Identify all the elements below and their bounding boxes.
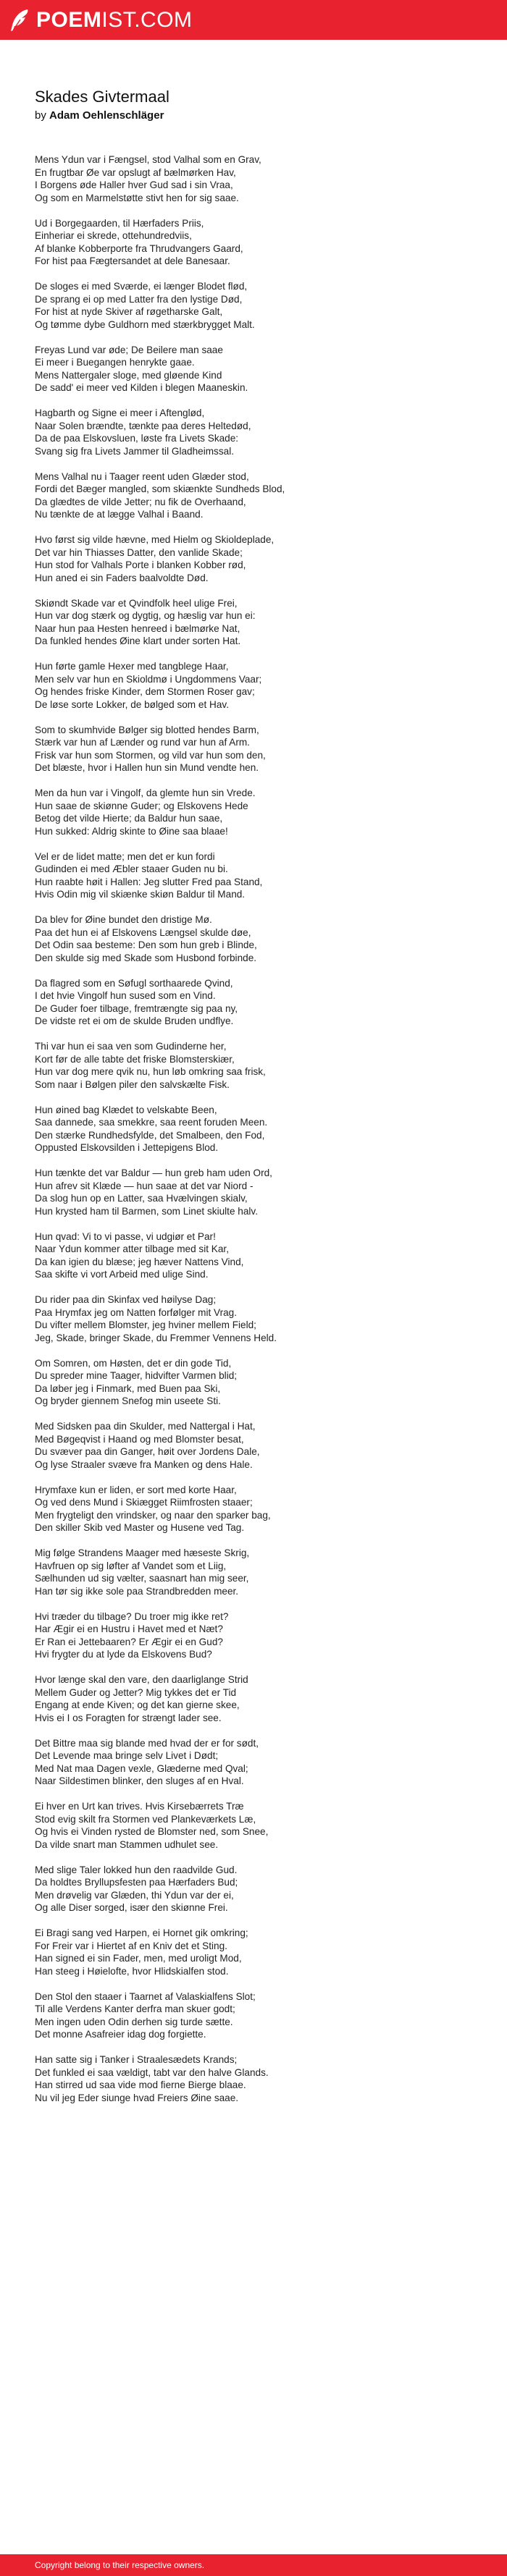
byline-prefix: by (35, 109, 46, 122)
poem-line: Det Odin saa besteme: Den som hun greb i Blinde, (35, 939, 257, 950)
poem-line: Svang sig fra Livets Jammer til Gladheimssal. (35, 445, 234, 457)
poem-line: Den stærke Rundhedsfylde, det Smalbeen, den Fod, (35, 1129, 265, 1141)
poem-stanza (35, 1230, 472, 1281)
poem-line: Er Ran ei Jettebaaren? Er Ægir ei en Gud? (35, 1636, 223, 1647)
poem-line: Den Stol den staaer i Taarnet af Valaskialfens Slot; (35, 1990, 256, 2002)
poem-line: Thi var hun ei saa ven som Gudinderne her, (35, 1041, 227, 1052)
poem-line: Og tømme dybe Guldhorn med stærkbrygget Malt. (35, 318, 255, 330)
poem-stanza (35, 1927, 472, 1977)
poem-line: Med Bøgeqvist i Haand og med Blomster besat, (35, 1433, 244, 1445)
poem-line: Med Sidsken paa din Skulder, med Nattergal i Hat, (35, 1421, 256, 1432)
feather-quill-icon (6, 7, 33, 34)
poem-line: Du vifter mellem Blomster, jeg hviner mellem Field; (35, 1319, 256, 1330)
poem-line: Det Bittre maa sig blande med hvad der er for sødt, (35, 1737, 259, 1749)
poem-line: Mens Nattergaler sloge, med gløende Kind (35, 369, 222, 381)
poem-line: I Borgens øde Haller hver Gud sad i sin Vraa, (35, 180, 233, 190)
poem-line: Fordi det Bæger mangled, som skiænkte Sundheds Blod, (35, 483, 285, 494)
poem-line: Mellem Guder og Jetter? Mig tykkes det er Tid (35, 1686, 237, 1698)
poem-byline (35, 109, 472, 123)
poem-stanza (35, 1040, 472, 1091)
poem-line: Og hvis ei Vinden rysted de Blomster ned, som Snee, (35, 1826, 269, 1837)
poem-line: Af blanke Kobberporte fra Thrudvangers Gaard, (35, 242, 243, 254)
poem-line: Og ved dens Mund i Skiægget Riimfrosten staaer; (35, 1497, 253, 1508)
poem-stanza (35, 1167, 472, 1217)
copyright-text: Copyright belong to their respective owners. (35, 2560, 205, 2570)
poem-line: For Freir var i Hiertet af en Kniv det et Sting. (35, 1940, 227, 1951)
poem-line: Det monne Asafreier idag dog forgiette. (35, 2029, 206, 2040)
poem-line: Hun saae de skiønne Guder; og Elskovens Hede (35, 800, 248, 811)
poem-body (35, 153, 472, 2104)
poem-stanza (35, 533, 472, 584)
poem-line: Da vilde snart man Stammen udhulet see. (35, 1838, 219, 1850)
poem-line: Einheriar ei skrede, ottehundredviis, (35, 230, 192, 241)
poem-line: Saa skifte vi vort Arbeid med ulige Sind. (35, 1269, 209, 1280)
poem-line: Han steeg i Høielofte, hvor Hlidskialfen stod. (35, 1965, 229, 1977)
poem-line: Naar Solen brændte, tænkte paa deres Heltedød, (35, 420, 251, 431)
poem-line: Nu tænkte de at lægge Valhal i Baand. (35, 509, 204, 520)
poem-line: Sælhunden ud sig vælter, saasnart han mig seer, (35, 1573, 249, 1584)
poem-line: Betog det vilde Hierte; da Baldur hun saae, (35, 813, 223, 824)
poem-stanza (35, 2053, 472, 2104)
poem-line: Engang at ende Kiven; og det kan gierne skee, (35, 1699, 240, 1710)
poem-line: Ei Bragi sang ved Harpen, ei Hornet gik omkring; (35, 1927, 248, 1938)
poem-line: For hist at nyde Skiver af røgetharske Galt, (35, 306, 223, 317)
poem-line: Men da hun var i Vingolf, da glemte hun sin Vrede. (35, 787, 256, 798)
poem-line: Hvi frygter du at lyde da Elskovens Bud? (35, 1649, 212, 1660)
poem-line: Hvi træder du tilbage? Du troer mig ikke ret? (35, 1610, 229, 1622)
poem-stanza (35, 1864, 472, 1914)
poem-line: Ei meer i Buegangen henrykte gaae. (35, 357, 195, 368)
poem-line: Saa dannede, saa smekkre, saa reent foruden Meen. (35, 1117, 268, 1128)
poem-line: Det blæste, hvor i Hallen hun sin Mund vendte hen. (35, 762, 259, 773)
poem-title: Skades Givtermaal (35, 88, 169, 106)
poem-stanza (35, 1357, 472, 1408)
poem-line: Og alle Diser sorged, især den skiønne Frei. (35, 1902, 228, 1913)
poem-line: Da funkled hendes Øine klart under sorten Hat. (35, 635, 241, 646)
poem-line: Og lyse Straaler svæve fra Manken og dens Hale. (35, 1458, 253, 1470)
poem-stanza (35, 1420, 472, 1471)
poem-line: De sloges ei med Sværde, ei længer Blodet flød, (35, 281, 248, 292)
poem-line: Da holdtes Bryllupsfesten paa Hærfaders Bud; (35, 1877, 238, 1888)
poem-line: Naar Ydun kommer atter tilbage med sit Kar, (35, 1243, 229, 1254)
poem-line: Da løber jeg i Finmark, med Buen paa Ski, (35, 1382, 221, 1394)
poem-line: Nu vil jeg Eder siunge hvad Freiers Øine saae. (35, 2092, 239, 2103)
poem-stanza (35, 1737, 472, 1788)
poem-line: Det Levende maa bringe selv Livet i Dødt; (35, 1750, 219, 1761)
poem-line: Mig følge Strandens Maager med hæseste Skrig, (35, 1547, 250, 1558)
poem-line: Hun sukked: Aldrig skinte to Øine saa blaae! (35, 825, 228, 837)
poem-stanza (35, 597, 472, 648)
poem-line: Hun aned ei sin Faders baalvoldte Død. (35, 572, 209, 583)
poem-line: Med Nat maa Dagen vexle, Glæderne med Qval; (35, 1762, 248, 1774)
poem-stanza (35, 344, 472, 394)
poem-line: Ei hver en Urt kan trives. Hvis Kirsebærrets Træ (35, 1801, 244, 1812)
poem-line: Kort før de alle tabte det friske Blomsterskiær, (35, 1053, 235, 1065)
poem-stanza (35, 977, 472, 1028)
poem-line: Hun førte gamle Hexer med tangblege Haar, (35, 661, 229, 672)
poem-line: Hun var dog mere qvik nu, hun løb omkring saa frisk, (35, 1066, 266, 1077)
poem-stanza (35, 217, 472, 268)
poem-line: De vidste ret ei om de skulde Bruden undflye. (35, 1015, 234, 1026)
poem-line: Hun krysted ham til Barmen, som Linet skiulte halv. (35, 1205, 258, 1217)
poem-line: Da de paa Elskovsluen, løste fra Livets Skade: (35, 433, 239, 444)
poem-line: Og som en Marmelstøtte stivt hen for sig saae. (35, 192, 239, 203)
poem-container (35, 87, 472, 2117)
poem-stanza (35, 1547, 472, 1597)
poem-line: De Guder foer tilbage, fremtrængte sig paa ny, (35, 1002, 238, 1014)
poem-line: Oppusted Elskovsilden i Jettepigens Blod. (35, 1142, 219, 1153)
poem-line: For hist paa Fægtersandet at dele Banesaar. (35, 256, 230, 266)
poem-line: Om Somren, om Høsten, det er din gode Tid, (35, 1357, 232, 1369)
poem-line: Hun afrev sit Klæde — hun saae at det var Niord - (35, 1180, 254, 1191)
poem-line: En frugtbar Øe var opslugt af bælmørken Hav, (35, 166, 236, 178)
poem-line: Men selv var hun en Skioldmø i Ungdommens Vaar; (35, 673, 262, 685)
poem-line: Frisk var hun som Stormen, og vild var hun som den, (35, 749, 266, 761)
poem-stanza (35, 724, 472, 774)
poem-stanza (35, 1800, 472, 1851)
poem-stanza (35, 660, 472, 711)
poem-stanza (35, 470, 472, 521)
poem-line: Hvis ei I os Foragten for strængt lader see. (35, 1712, 222, 1723)
site-logo[interactable] (6, 0, 193, 40)
site-header (0, 0, 507, 40)
poem-line: Som to skumhvide Bølger sig blotted hendes Barm, (35, 724, 259, 735)
poem-line: Da flagred som en Søfugl sorthaarede Qvind, (35, 977, 233, 989)
poem-line: Og hendes friske Kinder, dem Stormen Roser gav; (35, 686, 255, 697)
poem-stanza (35, 1673, 472, 1724)
poem-line: Stærk var hun af Lænder og rund var hun af Arm. (35, 737, 250, 748)
poem-line: Stod evig skilt fra Stormen ved Plankeværkets Læ, (35, 1813, 256, 1825)
poem-line: Du rider paa din Skinfax ved høilyse Dag; (35, 1294, 217, 1305)
poem-line: Men drøvelig var Glæden, thi Ydun var der ei, (35, 1889, 234, 1901)
poem-line: Det var hin Thiasses Datter, den vanlide Skade; (35, 546, 243, 558)
poem-line: Da slog hun op en Latter, saa Hvælvingen skialv, (35, 1193, 248, 1204)
poem-line: Mens Valhal nu i Taager reent uden Glæder stod, (35, 470, 249, 482)
poem-line: Jeg, Skade, bringer Skade, du Fremmer Vennens Held. (35, 1332, 277, 1343)
poem-line: Det funkled ei saa vældigt, tabt var den halve Glands. (35, 2066, 269, 2078)
poem-stanza (35, 407, 472, 457)
poem-line: Freyas Lund var øde; De Beilere man saae (35, 344, 223, 355)
poem-line: Paa det hun ei af Elskovens Længsel skulde døe, (35, 926, 251, 938)
poem-line: Da blev for Øine bundet den dristige Mø. (35, 914, 212, 925)
poem-line: Naar Sildestimen blinker, den sluges af en Hval. (35, 1775, 244, 1786)
poem-line: Og bryder giennem Snefog min useete Sti. (35, 1395, 221, 1406)
poem-stanza (35, 913, 472, 964)
poem-stanza (35, 153, 472, 204)
poem-line: Vel er de lidet matte; men det er kun fordi (35, 850, 215, 862)
poem-line: Han signed ei sin Fader, men, med uroligt Mod, (35, 1953, 242, 1964)
poem-line: Da kan igien du blæse; jeg hæver Nattens Vind, (35, 1256, 244, 1267)
poem-line: Som naar i Bølgen piler den salvskælte Fisk. (35, 1078, 230, 1090)
poem-line: Gudinden ei med Æbler staaer Guden nu bi. (35, 863, 228, 874)
poem-line: Du spreder mine Taager, hidvifter Varmen blid; (35, 1370, 238, 1381)
poem-line: Har Ægir ei en Hustru i Havet med et Næt? (35, 1623, 223, 1634)
poem-line: Naar hun paa Hesten henreed i bælmørke Nat, (35, 622, 240, 634)
poem-stanza (35, 1104, 472, 1154)
poem-line: De sprang ei op med Latter fra den lystige Død, (35, 293, 243, 305)
poem-line: Hun øined bag Klædet to velskabte Been, (35, 1104, 217, 1115)
poem-line: Havfruen op sig løfter af Vandet som et Liig, (35, 1560, 227, 1571)
poem-line: Den skiller Skib ved Master og Husene ved Tag. (35, 1522, 245, 1533)
poem-stanza (35, 1990, 472, 2041)
poem-line: Da glædtes de vilde Jetter; nu fik de Overhaand, (35, 496, 246, 507)
site-logo-text: POEMIST.COM (36, 8, 193, 32)
poem-stanza (35, 787, 472, 837)
poem-line: Han satte sig i Tanker i Straalesædets Krands; (35, 2054, 238, 2065)
poem-line: Den skulde sig med Skade som Husbond forbinde. (35, 952, 257, 963)
poem-line: Hun tænkte det var Baldur — hun greb ham uden Ord, (35, 1167, 272, 1178)
poem-line: Med slige Taler lokked hun den raadvilde Gud. (35, 1864, 238, 1875)
poem-stanza (35, 280, 472, 331)
poem-stanza (35, 1610, 472, 1661)
poem-line: Hun qvad: Vi to vi passe, vi udgiør et Par! (35, 1230, 216, 1242)
poem-line: Men frygteligt den vrindsker, og naar den sparker bag, (35, 1509, 271, 1521)
author-link[interactable]: Adam Oehlenschläger (49, 109, 164, 122)
poem-line: Han stirred ud saa vide mod fierne Bierge blaae. (35, 2079, 246, 2090)
poem-line: Skiøndt Skade var et Qvindfolk heel ulige Frei, (35, 597, 238, 609)
poem-stanza (35, 850, 472, 901)
poem-line: Hun var dog stærk og dygtig, og hæslig var hun ei: (35, 610, 256, 621)
poem-line: Mens Ydun var i Fængsel, stod Valhal som en Grav, (35, 154, 261, 165)
poem-line: Han tør sig ikke sole paa Strandbredden meer. (35, 1585, 239, 1597)
poem-line: Hvo først sig vilde hævne, med Hielm og Skioldeplade, (35, 534, 275, 545)
poem-line: Men ingen uden Odin derhen sig turde sætte. (35, 2016, 233, 2027)
poem-line: Hun stod for Valhals Porte i blanken Kobber rød, (35, 559, 246, 570)
poem-line: Paa Hrymfax jeg om Natten forfølger mit Vrag. (35, 1306, 238, 1318)
poem-stanza (35, 1484, 472, 1534)
poem-line: Hvor længe skal den vare, den daarliglange Strid (35, 1674, 248, 1685)
poem-stanza (35, 1293, 472, 1344)
poem-line: De sadd' ei meer ved Kilden i blegen Maaneskin. (35, 382, 248, 393)
poem-line: I det hvie Vingolf hun sused som en Vind. (35, 990, 216, 1001)
poem-line: Ud i Borgegaarden, til Hærfaders Priis, (35, 217, 204, 229)
poem-line: Hun raabte høit i Hallen: Jeg slutter Fred paa Stand, (35, 876, 263, 887)
poem-line: Hvis Odin mig vil skiænke skiøn Baldur til Mand. (35, 889, 246, 900)
poem-line: Hagbarth og Signe ei meer i Aftenglød, (35, 407, 205, 418)
poem-line: Du svæver paa din Ganger, høit over Jordens Dale, (35, 1446, 260, 1457)
site-footer (0, 2554, 507, 2576)
poem-line: De løse sorte Lokker, de bølged som et Hav. (35, 698, 229, 710)
poem-line: Hrymfaxe kun er liden, er sort med korte Haar, (35, 1484, 237, 1495)
poem-line: Til alle Verdens Kanter derfra man skuer godt; (35, 2003, 235, 2014)
